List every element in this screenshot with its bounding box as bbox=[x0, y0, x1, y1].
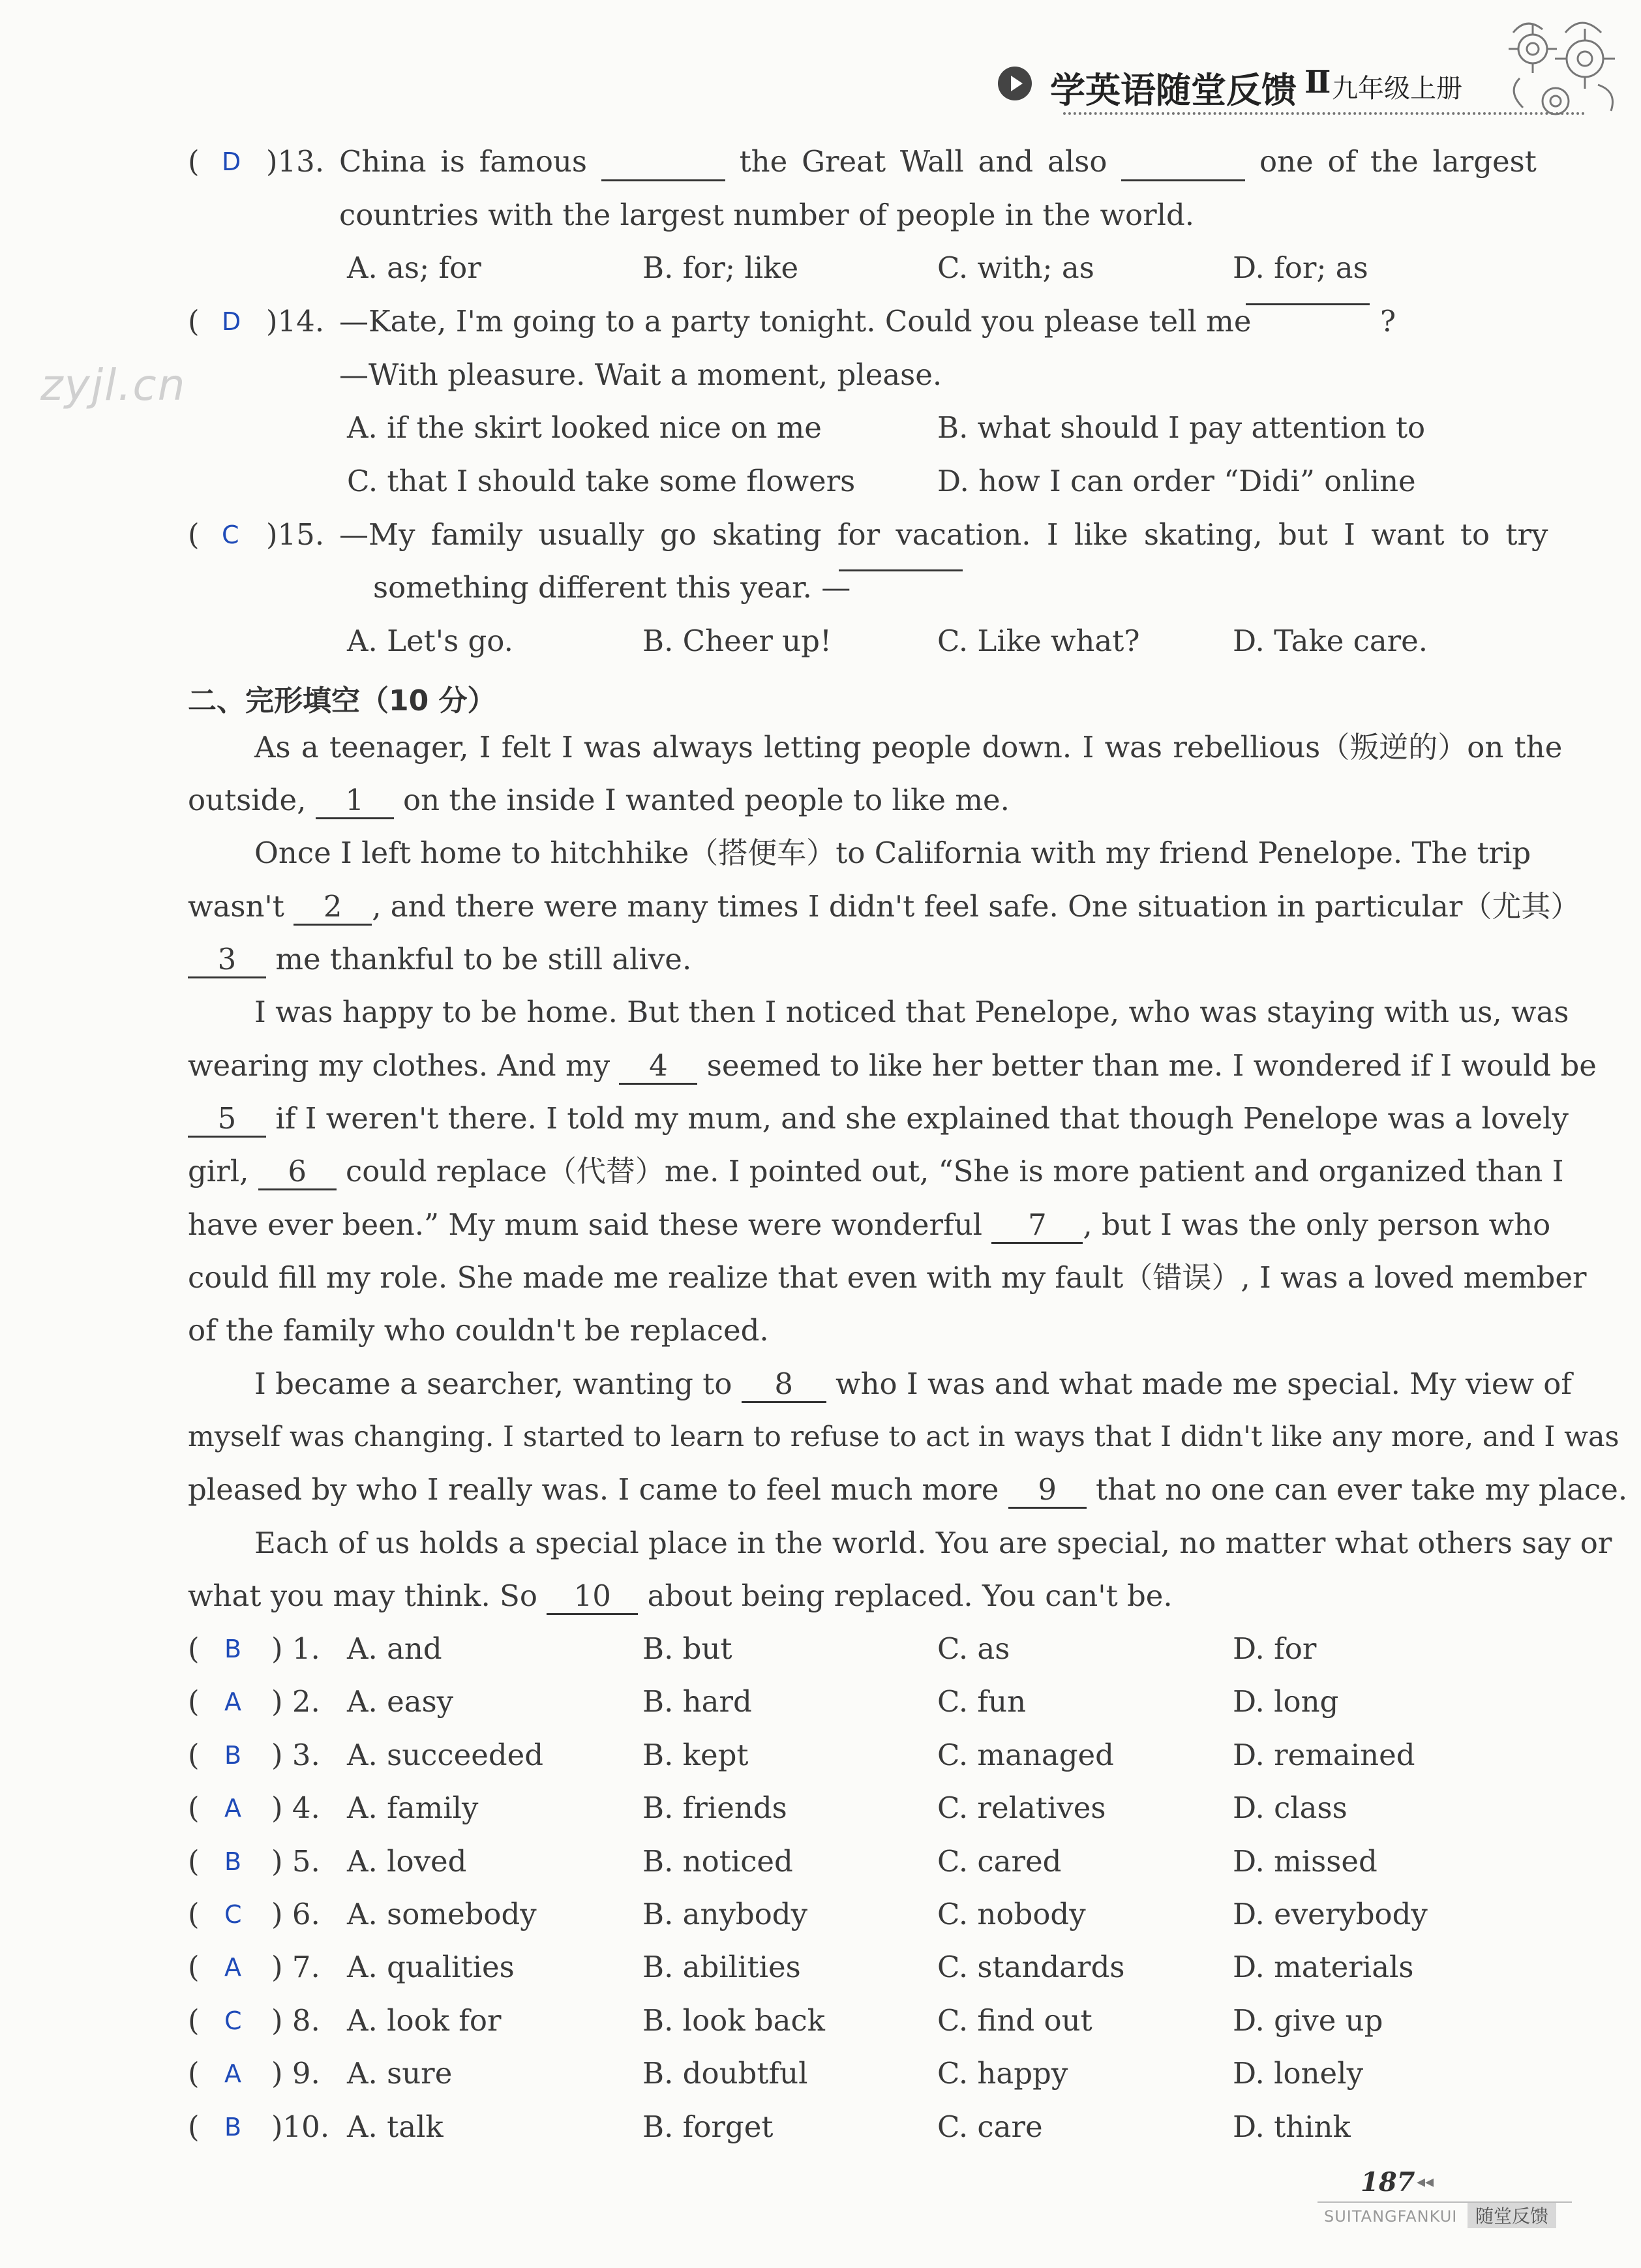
option-c[interactable]: C. managed bbox=[937, 1738, 1114, 1772]
section-title: 二、完形填空（10 分） bbox=[188, 684, 496, 718]
cloze-blank-10[interactable]: 10 bbox=[547, 1579, 638, 1615]
question-line: —My family usually go skating for vacation. I like skating, but I want to try bbox=[339, 517, 1548, 552]
option-a[interactable]: A. family bbox=[347, 1791, 479, 1825]
grade-label: 九年级上册 bbox=[1332, 74, 1462, 104]
footer-pinyin: SUITANGFANKUI bbox=[1324, 2207, 1458, 2226]
option-c[interactable]: C. standards bbox=[937, 1950, 1125, 1984]
option-d[interactable]: D. Take care. bbox=[1233, 624, 1428, 658]
question-line: —Kate, I'm going to a party tonight. Could you please tell me bbox=[339, 304, 1252, 339]
question-number: ) 9. bbox=[271, 2056, 320, 2091]
option-d[interactable]: D. remained bbox=[1233, 1738, 1415, 1772]
watermark: zyjl.cn bbox=[40, 360, 187, 410]
question-number: ) 3. bbox=[271, 1738, 320, 1772]
option-c[interactable]: C. as bbox=[937, 1631, 1010, 1666]
option-b[interactable]: B. friends bbox=[642, 1791, 787, 1825]
cloze-blank-5[interactable]: 5 bbox=[188, 1102, 266, 1138]
cloze-answer-5: B bbox=[224, 1847, 242, 1876]
option-a[interactable]: A. and bbox=[347, 1631, 442, 1666]
flower-ornament-icon bbox=[1494, 13, 1631, 130]
option-a[interactable]: A. Let's go. bbox=[347, 624, 513, 658]
option-b[interactable]: B. Cheer up! bbox=[642, 624, 832, 658]
option-c[interactable]: C. cared bbox=[937, 1844, 1062, 1879]
question-line: something different this year. — bbox=[373, 570, 851, 605]
paren: ( bbox=[188, 2003, 200, 2038]
cloze-blank-7[interactable]: 7 bbox=[991, 1208, 1083, 1244]
option-c[interactable]: C. find out bbox=[937, 2003, 1092, 2038]
question-number: ) 2. bbox=[271, 1684, 320, 1719]
answer-14: D bbox=[222, 307, 241, 336]
option-c[interactable]: C. care bbox=[937, 2109, 1043, 2144]
option-a[interactable]: A. look for bbox=[347, 2003, 502, 2038]
option-b[interactable]: B. for; like bbox=[642, 250, 799, 285]
passage-line: wearing my clothes. And my 4 seemed to like her better than me. I wondered if I would be bbox=[188, 1046, 1597, 1085]
passage-line: outside, 1 on the inside I wanted people to like me. bbox=[188, 781, 1010, 820]
cloze-blank-4[interactable]: 4 bbox=[619, 1049, 697, 1085]
question-number: )14. bbox=[266, 304, 325, 339]
option-c[interactable]: C. relatives bbox=[937, 1791, 1106, 1825]
paren: ( bbox=[188, 1738, 200, 1772]
cloze-blank-6[interactable]: 6 bbox=[258, 1155, 337, 1190]
cloze-answer-2: A bbox=[224, 1687, 241, 1716]
cloze-blank-9[interactable]: 9 bbox=[1008, 1473, 1087, 1509]
question-number: ) 8. bbox=[271, 2003, 320, 2038]
question-line: —With pleasure. Wait a moment, please. bbox=[339, 357, 942, 392]
option-b[interactable]: B. hard bbox=[642, 1684, 752, 1719]
option-d[interactable]: D. for; as bbox=[1233, 250, 1368, 285]
passage-line: Once I left home to hitchhike（搭便车）to California with my friend Penelope. The trip bbox=[254, 836, 1531, 870]
option-d[interactable]: D. how I can order “Didi” online bbox=[937, 464, 1416, 498]
paren: ( bbox=[188, 1844, 200, 1879]
option-d[interactable]: D. missed bbox=[1233, 1844, 1378, 1879]
option-d[interactable]: D. think bbox=[1233, 2109, 1351, 2144]
question-number: ) 7. bbox=[271, 1950, 320, 1984]
cloze-answer-10: B bbox=[224, 2113, 242, 2141]
passage-line: I became a searcher, wanting to 8 who I was and what made me special. My view of bbox=[254, 1365, 1572, 1404]
passage-line: As a teenager, I felt I was always letting people down. I was rebellious（叛逆的）on the bbox=[254, 730, 1563, 764]
answer-blank[interactable] bbox=[839, 569, 963, 571]
option-a[interactable]: A. qualities bbox=[347, 1950, 515, 1984]
page-number: 187 bbox=[1361, 2167, 1415, 2198]
passage-line: wasn't 2 , and there were many times I didn't feel safe. One situation in particular（尤其） bbox=[188, 887, 1580, 926]
option-c[interactable]: C. happy bbox=[937, 2056, 1068, 2091]
option-a[interactable]: A. easy bbox=[347, 1684, 454, 1719]
option-d[interactable]: D. materials bbox=[1233, 1950, 1414, 1984]
question-number: ) 6. bbox=[271, 1897, 320, 1931]
page-arrows: ◂◂ bbox=[1417, 2172, 1434, 2192]
passage-line: Each of us holds a special place in the world. You are special, no matter what others say or bbox=[254, 1526, 1612, 1560]
passage-line: have ever been.” My mum said these were wonderful 7 , but I was the only person who bbox=[188, 1205, 1550, 1245]
option-b[interactable]: B. noticed bbox=[642, 1844, 793, 1879]
option-d[interactable]: D. for bbox=[1233, 1631, 1317, 1666]
option-d[interactable]: D. lonely bbox=[1233, 2056, 1363, 2091]
question-number: )13. bbox=[266, 144, 325, 179]
option-b[interactable]: B. what should I pay attention to bbox=[937, 410, 1426, 445]
cloze-blank-3[interactable]: 3 bbox=[188, 943, 266, 978]
option-c[interactable]: C. that I should take some flowers bbox=[347, 464, 856, 498]
cloze-answer-9: A bbox=[224, 2059, 241, 2088]
option-a[interactable]: A. as; for bbox=[347, 250, 481, 285]
question-line: China is famous the Great Wall and also one of the largest bbox=[339, 142, 1537, 181]
answer-blank[interactable] bbox=[1246, 303, 1370, 305]
option-d[interactable]: D. everybody bbox=[1233, 1897, 1428, 1931]
question-number: )10. bbox=[271, 2109, 330, 2144]
option-d[interactable]: D. give up bbox=[1233, 2003, 1383, 2038]
option-b[interactable]: B. kept bbox=[642, 1738, 749, 1772]
paren: ( bbox=[188, 2056, 200, 2091]
paren: ( bbox=[188, 1684, 200, 1719]
cloze-blank-1[interactable]: 1 bbox=[316, 783, 394, 819]
passage-line: 5 if I weren't there. I told my mum, and she explained that though Penelope was a lovely bbox=[188, 1099, 1569, 1138]
cloze-answer-1: B bbox=[224, 1635, 242, 1663]
option-d[interactable]: D. class bbox=[1233, 1791, 1347, 1825]
paren: ( bbox=[188, 2109, 200, 2144]
option-b[interactable]: B. doubtful bbox=[642, 2056, 808, 2091]
option-a[interactable]: A. talk bbox=[347, 2109, 444, 2144]
passage-line: girl, 6 could replace（代替）me. I pointed out, “She is more patient and organized than I bbox=[188, 1152, 1563, 1191]
option-c[interactable]: C. Like what? bbox=[937, 624, 1140, 658]
option-a[interactable]: A. if the skirt looked nice on me bbox=[347, 410, 822, 445]
footer-line bbox=[1317, 2201, 1572, 2203]
paren: ( bbox=[188, 1631, 200, 1666]
answer-blank[interactable] bbox=[1121, 142, 1245, 181]
option-b[interactable]: B. abilities bbox=[642, 1950, 801, 1984]
answer-13: D bbox=[222, 147, 241, 176]
question-number: ) 4. bbox=[271, 1791, 320, 1825]
option-a[interactable]: A. sure bbox=[347, 2056, 453, 2091]
paren: ( bbox=[188, 1791, 200, 1825]
passage-line: of the family who couldn't be replaced. bbox=[188, 1313, 769, 1348]
play-icon bbox=[998, 67, 1032, 100]
cloze-answer-6: C bbox=[224, 1900, 242, 1929]
option-b[interactable]: B. forget bbox=[642, 2109, 774, 2144]
cloze-answer-7: A bbox=[224, 1953, 241, 1982]
title-separator: Ⅱ bbox=[1304, 64, 1331, 100]
book-title: 学英语随堂反馈 bbox=[1050, 70, 1297, 111]
paren: ( bbox=[188, 1950, 200, 1984]
option-c[interactable]: C. nobody bbox=[937, 1897, 1086, 1931]
option-a[interactable]: A. succeeded bbox=[347, 1738, 544, 1772]
option-b[interactable]: B. look back bbox=[642, 2003, 825, 2038]
passage-line: pleased by who I really was. I came to feel much more 9 that no one can ever take my place. bbox=[188, 1470, 1627, 1509]
option-d[interactable]: D. long bbox=[1233, 1684, 1339, 1719]
question-number: ) 5. bbox=[271, 1844, 320, 1879]
option-c[interactable]: C. fun bbox=[937, 1684, 1027, 1719]
cloze-answer-4: A bbox=[224, 1794, 241, 1822]
option-b[interactable]: B. anybody bbox=[642, 1897, 808, 1931]
cloze-answer-3: B bbox=[224, 1741, 242, 1770]
answer-blank[interactable] bbox=[601, 142, 725, 181]
option-a[interactable]: A. somebody bbox=[347, 1897, 537, 1931]
question-line: countries with the largest number of people in the world. bbox=[339, 198, 1195, 232]
cloze-answer-8: C bbox=[224, 2006, 242, 2035]
option-b[interactable]: B. but bbox=[642, 1631, 732, 1666]
footer-label: 随堂反馈 bbox=[1468, 2202, 1556, 2228]
passage-line: myself was changing. I started to learn to refuse to act in ways that I didn't like any more, and I was bbox=[188, 1421, 1619, 1453]
option-a[interactable]: A. loved bbox=[347, 1844, 467, 1879]
passage-line: could fill my role. She made me realize that even with my fault（错误）, I was a loved member bbox=[188, 1260, 1587, 1295]
answer-15: C bbox=[222, 521, 239, 549]
passage-line: what you may think. So 10 about being replaced. You can't be. bbox=[188, 1577, 1173, 1616]
passage-line: 3 me thankful to be still alive. bbox=[188, 940, 691, 979]
question-number: )15. bbox=[266, 517, 325, 552]
passage-line: I was happy to be home. But then I noticed that Penelope, who was staying with us, was bbox=[254, 995, 1569, 1029]
paren: ( bbox=[188, 1897, 200, 1931]
cloze-blank-8[interactable]: 8 bbox=[742, 1367, 826, 1403]
cloze-blank-2[interactable]: 2 bbox=[294, 890, 372, 926]
option-c[interactable]: C. with; as bbox=[937, 250, 1094, 285]
question-number: ) 1. bbox=[271, 1631, 320, 1666]
